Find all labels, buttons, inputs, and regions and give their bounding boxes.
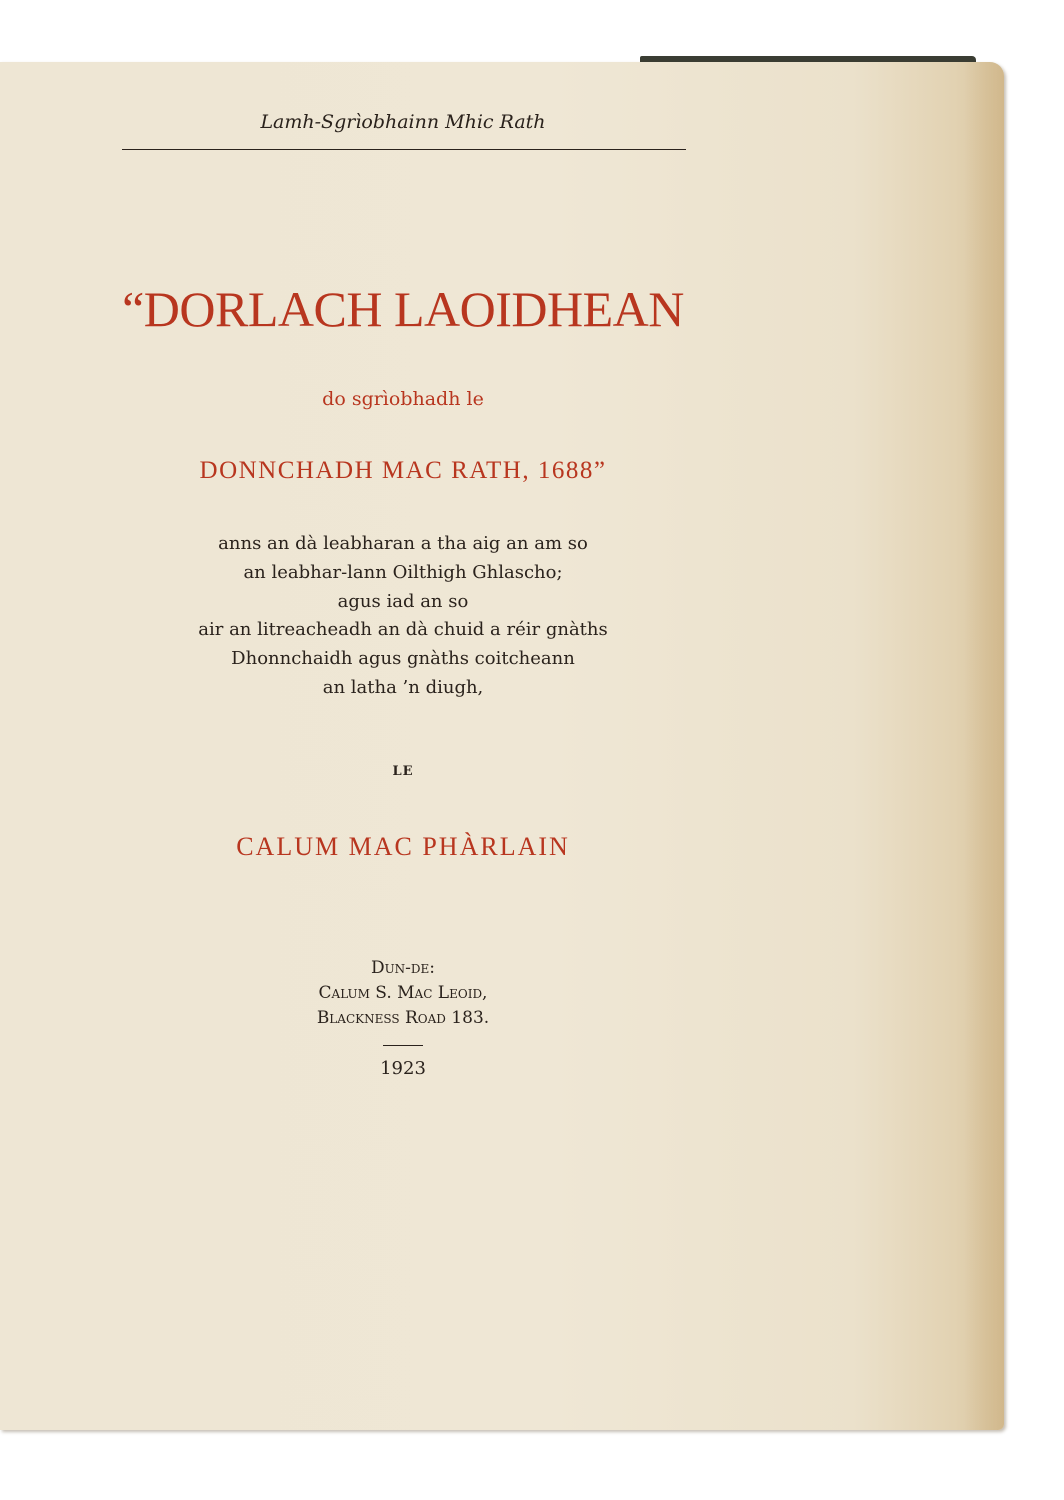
author-line: DONNCHADH MAC RATH, 1688”: [199, 457, 607, 484]
imprint-rule: [383, 1045, 423, 1046]
main-title: “DORLACH LAOIDHEAN: [122, 281, 684, 337]
by-label: LE: [392, 764, 414, 779]
description-line: agus iad an so: [337, 590, 469, 612]
description-line: air an litreacheadh an dà chuid a réir gnàths: [198, 619, 608, 641]
imprint-place: Dun-de:: [370, 958, 436, 978]
description-line: anns an dà leabharan a tha aig an am so: [218, 533, 588, 554]
description-line: an latha ’n diugh,: [322, 676, 484, 698]
description-line: Dhonnchaidh agus gnàths coitcheann: [231, 648, 575, 670]
publication-year: 1923: [380, 1058, 426, 1079]
written-by-line: do sgrìobhadh le: [322, 388, 484, 410]
running-head: Lamh-Sgrìobhainn Mhic Rath: [260, 111, 546, 133]
header-rule: [122, 149, 686, 150]
imprint-publisher: Calum S. Mac Leoid,: [318, 983, 488, 1003]
imprint-address: Blackness Road 183.: [316, 1008, 490, 1028]
title-page: [0, 62, 1004, 1430]
description-block: [120, 530, 686, 703]
description-line: an leabhar-lann Oilthigh Ghlascho;: [243, 561, 563, 583]
editor-name: CALUM MAC PHÀRLAIN: [236, 832, 570, 861]
imprint-block: [120, 956, 686, 1031]
